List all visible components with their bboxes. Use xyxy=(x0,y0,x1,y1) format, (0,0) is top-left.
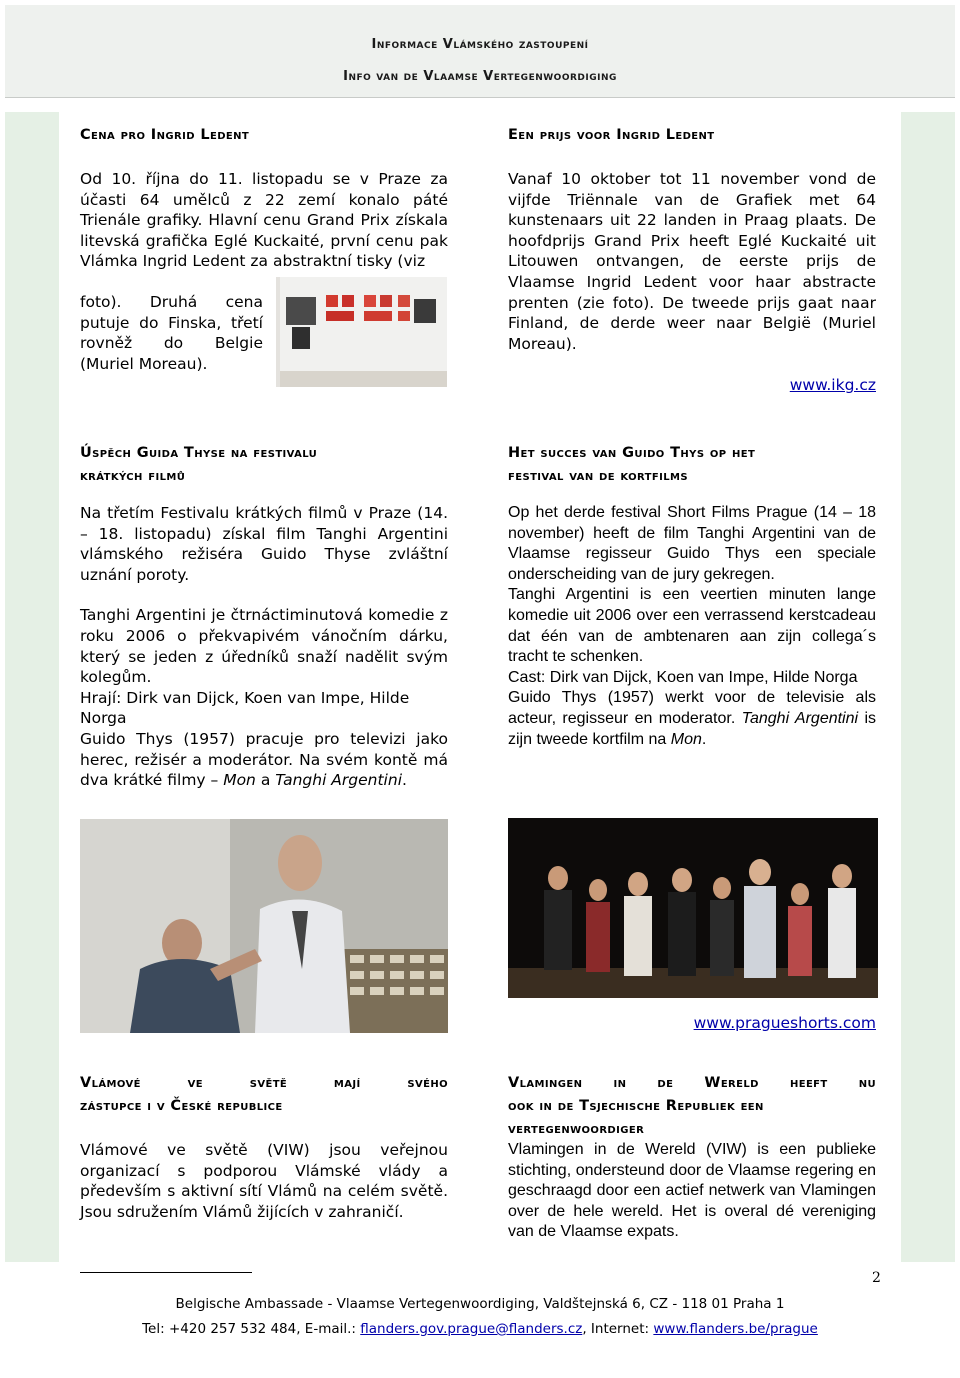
header-line-cz: Informace Vlámského zastoupení xyxy=(371,37,589,52)
section-title-nl xyxy=(508,1072,876,1141)
page-header xyxy=(5,5,955,98)
section-text-cz xyxy=(80,503,448,791)
title-line: Vlámové ve světě mají svého xyxy=(80,1075,448,1091)
paragraph: Vanaf 10 oktober tot 11 november vond de vijfde Triënnale van de Grafiek met 64 kunstenaars uit 22 landen in Praag plaats. De hoofdprijs Grand Prix heeft Eglé Kuckaité uit Litouwen ontvangen, de eerste prijs de Vlaamse Ingrid Ledent voor haar abstracte prenten (zie foto). De tweede prijs gaat naar Finland, de derde weer naar België (Muriel Moreau). xyxy=(508,170,876,353)
paragraph: Op het derde festival Short Films Prague (14 – 18 november) heeft de film Tanghi Argentini van de Vlaamse regisseur Guido Thys een speciale onderscheiding van de jury gekregen. xyxy=(508,504,876,583)
header-line-nl: Info van de Vlaamse Vertegenwoordiging xyxy=(343,69,617,84)
title-line: zástupce i v České republice xyxy=(80,1098,283,1114)
footer-address: Belgische Ambassade - Vlaamse Vertegenwoordiging, Valdštejnská 6, CZ - 118 01 Praha 1 xyxy=(175,1296,785,1312)
festival-photo xyxy=(508,818,878,998)
right-margin-band xyxy=(901,112,955,1262)
title-line: krátkých filmů xyxy=(80,468,186,484)
left-margin-band xyxy=(5,112,59,1262)
section-title-cz xyxy=(80,442,450,488)
film-title: Tanghi Argentini xyxy=(275,771,402,790)
artwork-photo xyxy=(276,277,447,387)
film-title: Mon xyxy=(223,771,256,790)
paragraph: Tanghi Argentini is een veertien minuten lange komedie uit 2006 over een verrassend kerstcadeau dat één van de ambtenaren aan zijn collega´s tracht te schenken. xyxy=(508,586,876,666)
section-title-nl: Een prijs voor Ingrid Ledent xyxy=(508,127,715,143)
paragraph: Vlámové ve světě (VIW) jsou veřejnou organizací s podporou Vlámské vlády a především s aktivní sítí Vlámů na celém světě. Jsou sdružením Vlámů žijících v zahraničí. xyxy=(80,1141,448,1221)
paragraph: Vlamingen in de Wereld (VIW) is een publieke stichting, ondersteund door de Vlaamse regering en geschraagd door een actief netwerk van Vlamingen over de hele wereld. Het is overal dé vereniging van de Vlaamse expats. xyxy=(508,1141,876,1241)
film-title: Tanghi Argentini xyxy=(741,709,859,727)
footer-contact: Tel: +420 257 532 484, E-mail.: flanders.gov.prague@flanders.cz, Internet: www.flanders.be/prague xyxy=(142,1321,818,1337)
section-title-cz: Cena pro Ingrid Ledent xyxy=(80,127,250,143)
website-link[interactable]: www.flanders.be/prague xyxy=(653,1321,818,1337)
title-line: Úspěch Guida Thyse na festivalu xyxy=(80,445,318,461)
film-title: Mon xyxy=(670,730,702,748)
section-title-cz xyxy=(80,1072,448,1118)
title-line: vertegenwoordiger xyxy=(508,1121,645,1137)
paragraph: Hrají: Dirk van Dijck, Koen van Impe, Hilde Norga xyxy=(80,688,410,728)
section-text-nl xyxy=(508,503,876,750)
paragraph: Tanghi Argentini je čtrnáctiminutová komedie z roku 2006 o překvapivém vánočním dárku, který se jeden z úředníků snaží nadělit svým kolegům. xyxy=(80,606,448,687)
paragraph: Na třetím Festivalu krátkých filmů v Praze (14. – 18. listopadu) získal film Tanghi Argentini vlámského režiséra Guido Thyse zvláštní uznání poroty. xyxy=(80,504,448,584)
paragraph-wrap: foto). Druhá cena putuje do Finska, třetí rovněž do Belgie (Muriel Moreau). xyxy=(80,293,263,373)
paragraph: Od 10. října do 11. listopadu se v Praze za účasti 64 umělců z 22 zemí konalo páté Trienále grafiky. Hlavní cenu Grand Prix získala litevská grafička Eglé Kuckaité, první cenu pak Vlámka Ingrid Ledent za abstraktní tisky (viz xyxy=(80,170,448,271)
section-text-cz xyxy=(80,169,448,272)
title-line: Het succes van Guido Thys op het xyxy=(508,445,756,461)
section-title-nl xyxy=(508,442,878,488)
paragraph: Guido Thys (1957) pracuje pro televizi jako herec, režisér a moderátor. Na svém kontě má dva krátké filmy – Mon a Tanghi Argentini. xyxy=(80,729,448,790)
link-pragueshorts[interactable]: www.pragueshorts.com xyxy=(693,1014,876,1032)
paragraph: Guido Thys (1957) werkt voor de televisie als acteur, regisseur en moderator. Tanghi Argentini is zijn tweede kortfilm na Mon. xyxy=(508,689,877,748)
link-ikg[interactable]: www.ikg.cz xyxy=(789,376,876,394)
title-line: Vlamingen in de Wereld heeft nu xyxy=(508,1075,876,1091)
email-link[interactable]: flanders.gov.prague@flanders.cz xyxy=(360,1321,583,1337)
footer-rule xyxy=(80,1272,252,1273)
title-line: ook in de Tsjechische Republiek een xyxy=(508,1098,764,1114)
paragraph: Cast: Dirk van Dijck, Koen van Impe, Hilde Norga xyxy=(508,668,858,686)
film-still-photo xyxy=(80,819,448,1033)
page-number: 2 xyxy=(872,1270,881,1286)
title-line: festival van de kortfilms xyxy=(508,468,688,484)
